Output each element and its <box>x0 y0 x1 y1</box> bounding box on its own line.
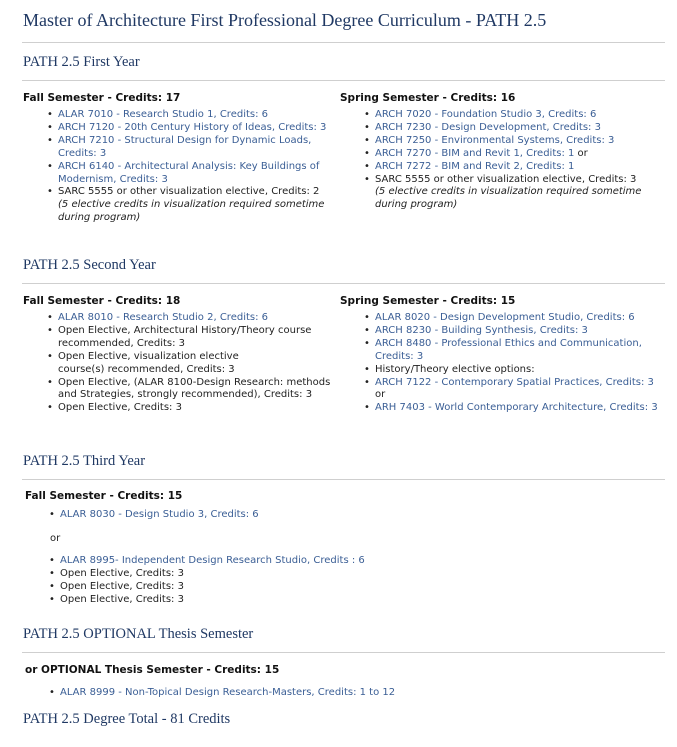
course-link[interactable]: • ARCH 6140 - Architectural Analysis: Key Buildings of Modernism, Credits: 3 <box>58 161 344 187</box>
year2-fall-list <box>58 312 338 415</box>
elective-note: (5 elective credits in visualization required sometime during program) <box>58 199 325 224</box>
year1-heading: PATH 2.5 First Year <box>23 54 140 70</box>
course-link[interactable]: • ARCH 7272 - BIM and Revit 2, Credits: 1 <box>375 161 665 174</box>
divider <box>22 80 665 81</box>
course-link[interactable]: • ARCH 7210 - Structural Design for Dynamic Loads, Credits: 3 <box>58 135 344 161</box>
degree-total: PATH 2.5 Degree Total - 81 Credits <box>23 711 231 727</box>
thesis-list <box>60 687 480 700</box>
year1-spring-list <box>375 109 665 212</box>
thesis-heading: PATH 2.5 OPTIONAL Thesis Semester <box>23 626 254 642</box>
course-link[interactable]: • ARCH 7250 - Environmental Systems, Credits: 3 <box>375 135 665 148</box>
course-item-text: SARC 5555 or other visualization elective, Credits: 3 <box>375 173 637 185</box>
course-link[interactable]: • ALAR 8020 - Design Development Studio, Credits: 6 <box>375 312 665 325</box>
course-item-text: SARC 5555 or other visualization elective, Credits: 2 <box>58 186 320 198</box>
course-link[interactable]: • ARH 7403 - World Contemporary Architecture, Credits: 3 <box>375 402 665 415</box>
year1-fall-list <box>58 109 344 225</box>
course-item: • History/Theory elective options: <box>375 364 665 377</box>
course-item: • Open Elective, (ALAR 8100-Design Research: methods and Strategies, strongly recommended), Credits: 3 <box>58 377 338 403</box>
year3-fall-header: Fall Semester - Credits: 15 <box>25 490 183 502</box>
year2-heading: PATH 2.5 Second Year <box>23 257 156 273</box>
course-item: • Open Elective, Credits: 3 <box>58 402 338 415</box>
or-text: or <box>50 533 61 544</box>
year3-fall-list-a <box>60 509 460 522</box>
elective-note: (5 elective credits in visualization required sometime during program) <box>375 186 642 211</box>
course-item <box>58 186 344 225</box>
course-link[interactable]: • ALAR 8030 - Design Studio 3, Credits: 6 <box>60 509 460 522</box>
year2-spring-list <box>375 312 665 415</box>
divider <box>22 42 665 43</box>
course-link[interactable]: • ALAR 8999 - Non-Topical Design Research-Masters, Credits: 1 to 12 <box>60 687 480 700</box>
course-link[interactable]: • ARCH 8230 - Building Synthesis, Credits: 3 <box>375 325 665 338</box>
course-link[interactable]: ARCH 7270 - BIM and Revit 1, Credits: 1 <box>375 147 575 159</box>
or-text: or <box>375 389 386 401</box>
course-link[interactable]: • ARCH 7020 - Foundation Studio 3, Credits: 6 <box>375 109 665 122</box>
divider <box>22 652 665 653</box>
course-link[interactable]: • ARCH 7120 - 20th Century History of Ideas, Credits: 3 <box>58 122 344 135</box>
year1-spring-header: Spring Semester - Credits: 16 <box>340 92 516 104</box>
page-title: Master of Architecture First Professional Degree Curriculum - PATH 2.5 <box>23 10 547 30</box>
course-item <box>375 174 665 213</box>
course-link[interactable]: • ALAR 8995- Independent Design Research Studio, Credits : 6 <box>60 555 460 568</box>
year1-fall-header: Fall Semester - Credits: 17 <box>23 92 181 104</box>
thesis-header: or OPTIONAL Thesis Semester - Credits: 15 <box>25 664 280 676</box>
course-item: • Open Elective, Architectural History/Theory course recommended, Credits: 3 <box>58 325 338 351</box>
divider <box>22 283 665 284</box>
course-link[interactable]: • ALAR 7010 - Research Studio 1, Credits: 6 <box>58 109 344 122</box>
year2-fall-header: Fall Semester - Credits: 18 <box>23 295 181 307</box>
course-link[interactable]: • ARCH 7122 - Contemporary Spatial Practices, Credits: 3 <box>375 377 665 390</box>
course-link[interactable]: • ALAR 8010 - Research Studio 2, Credits: 6 <box>58 312 338 325</box>
course-item: • Open Elective, visualization elective course(s) recommended, Credits: 3 <box>58 351 258 377</box>
course-item: • Open Elective, Credits: 3 <box>60 568 460 581</box>
year2-spring-header: Spring Semester - Credits: 15 <box>340 295 516 307</box>
year3-fall-list-b <box>60 555 460 607</box>
or-text: or <box>577 147 588 159</box>
course-item: • Open Elective, Credits: 3 <box>60 581 460 594</box>
course-link[interactable]: • ARCH 8480 - Professional Ethics and Communication, Credits: 3 <box>375 338 665 364</box>
course-item: • Open Elective, Credits: 3 <box>60 594 460 607</box>
divider <box>22 479 665 480</box>
course-link[interactable]: • ARCH 7230 - Design Development, Credits: 3 <box>375 122 665 135</box>
course-item <box>375 148 665 161</box>
year3-heading: PATH 2.5 Third Year <box>23 453 146 469</box>
